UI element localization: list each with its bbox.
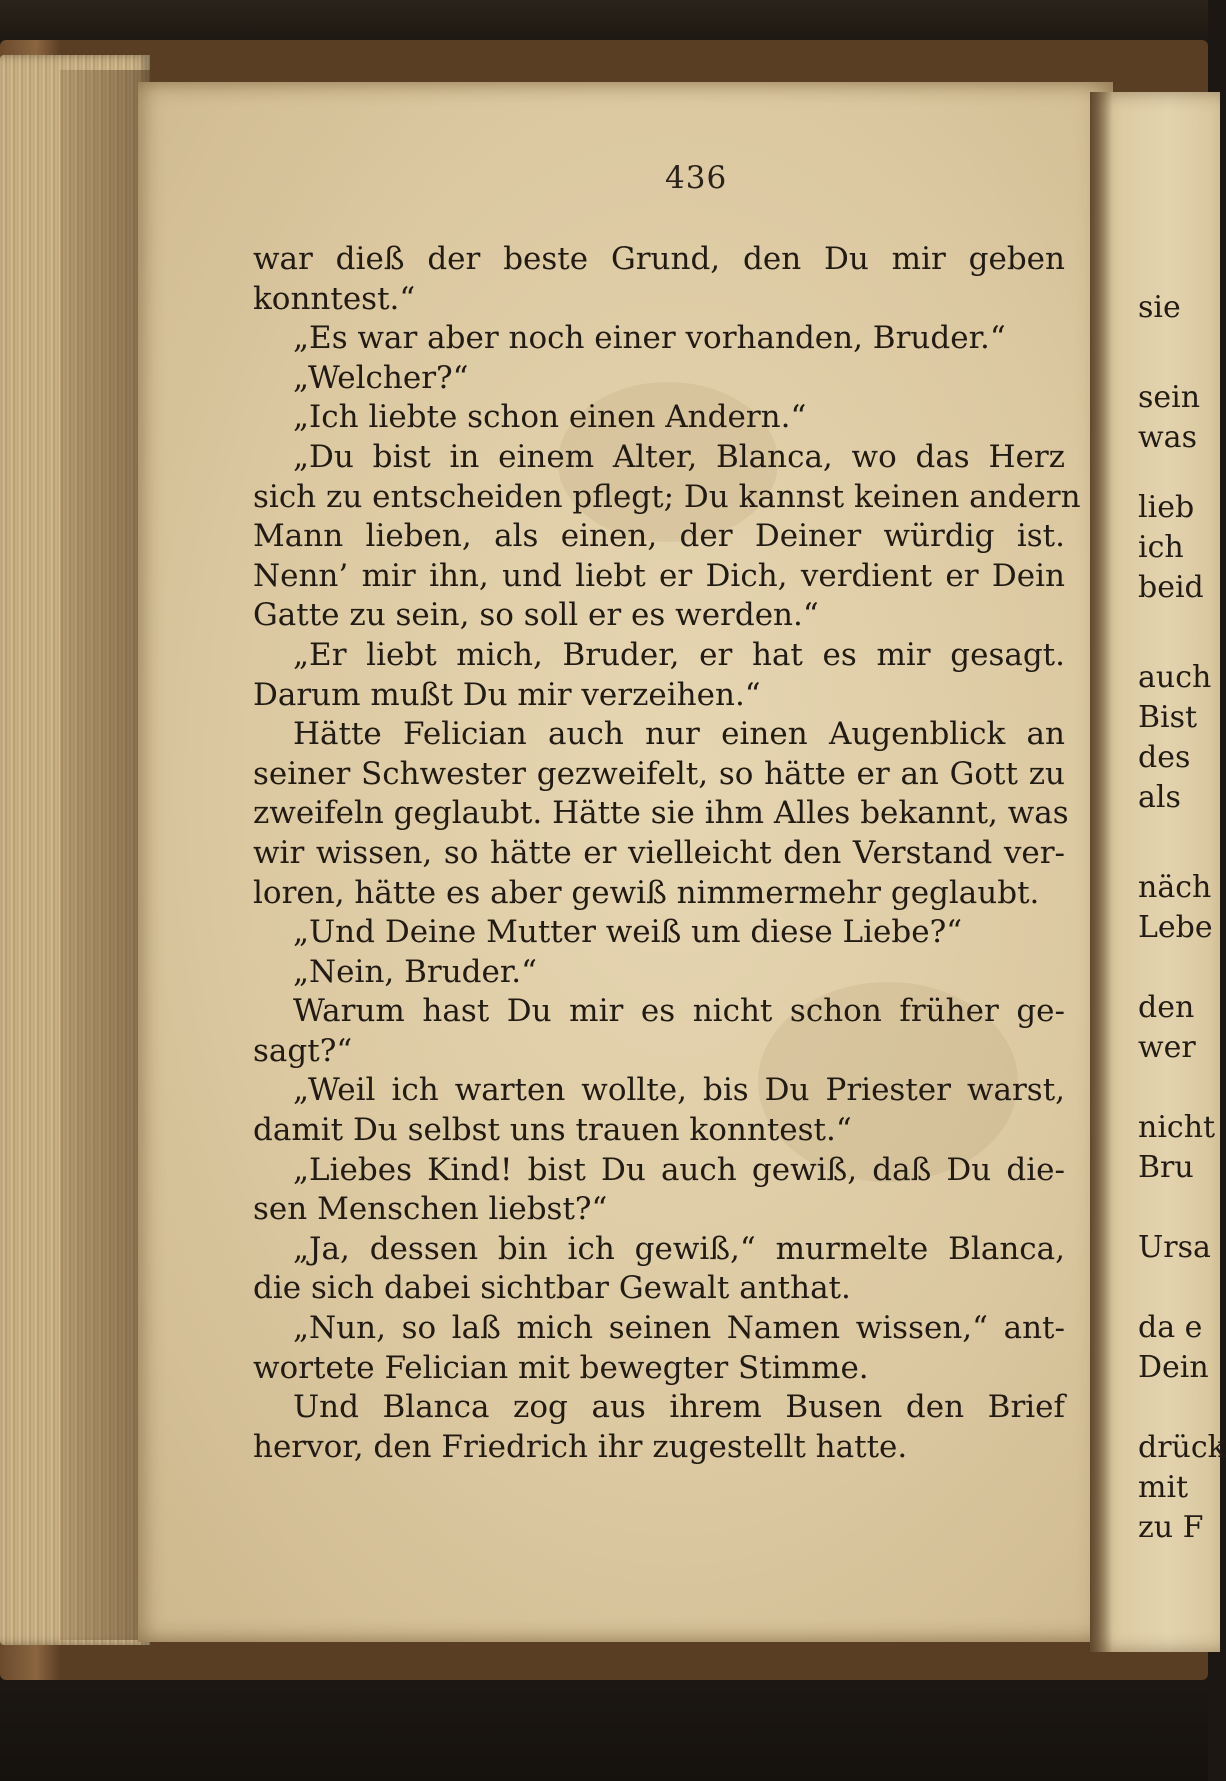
right-page-fragment: den [1138,990,1195,1025]
text-line: „Liebes Kind! bist Du auch gewiß, daß Du die- [293,1151,1065,1188]
right-page-fragment: ich [1138,530,1184,565]
text-line: „Es war aber noch einer vorhanden, Bruder.“ [293,320,1006,357]
text-line: die sich dabei sichtbar Gewalt anthat. [253,1270,851,1307]
book-gutter [1090,92,1112,1652]
text-line: war dieß der beste Grund, den Du mir geben [253,241,1065,277]
text-line: Gatte zu sein, so soll er es werden.“ [253,597,819,634]
right-page-fragment: Bru [1138,1150,1194,1185]
right-page-fragment: als [1138,780,1181,815]
text-line: wortete Felician mit bewegter Stimme. [253,1349,869,1386]
page-edge-shadow [60,70,150,1640]
right-page-fragment: auch [1138,660,1212,695]
right-page-fragment: beid [1138,570,1204,605]
text-line: Und Blanca zog aus ihrem Busen den Brief [293,1389,1065,1426]
right-page-fragment: Dein [1138,1350,1209,1385]
text-line: wir wissen, so hätte er vielleicht den Verstand ver- [253,834,1065,871]
right-page-fragment: lieb [1138,490,1195,525]
text-line: „Nein, Bruder.“ [293,953,537,990]
right-page-fragment: nicht [1138,1110,1216,1145]
right-page-fragment: des [1138,740,1191,775]
text-line: „Welcher?“ [293,359,469,396]
right-page-fragment: drück [1138,1430,1226,1465]
text-line: konntest.“ [253,280,416,317]
text-line: „Du bist in einem Alter, Blanca, wo das Herz [293,438,1065,475]
right-page-fragment: sein [1138,380,1201,415]
text-line: loren, hätte es aber gewiß nimmermehr geglaubt. [253,874,1040,911]
text-line: sen Menschen liebst?“ [253,1191,608,1228]
text-line: „Er liebt mich, Bruder, er hat es mir gesagt. [293,636,1065,673]
text-line: „Und Deine Mutter weiß um diese Liebe?“ [293,914,963,951]
right-page-fragment: Lebe [1138,910,1213,945]
text-line: „Nun, so laß mich seinen Namen wissen,“ ant- [293,1310,1065,1347]
page-number: 436 [665,160,728,196]
text-line: hervor, den Friedrich ihr zugestellt hatte. [253,1428,908,1465]
text-line: „Weil ich warten wollte, bis Du Priester warst, [293,1072,1065,1109]
right-page-fragment: da e [1138,1310,1203,1345]
text-line: Nenn’ mir ihn, und liebt er Dich, verdient er Dein [253,557,1065,594]
text-line: damit Du selbst uns trauen konntest.“ [253,1112,852,1149]
text-line: Warum hast Du mir es nicht schon früher ge- [293,993,1065,1030]
text-line: „Ich liebte schon einen Andern.“ [293,399,807,436]
text-line: seiner Schwester gezweifelt, so hätte er an Gott zu [253,755,1065,792]
right-page-fragment: wer [1138,1030,1196,1065]
right-page-fragment: sie [1138,290,1181,325]
text-line: sich zu entscheiden pflegt; Du kannst keinen andern [253,478,1081,515]
right-page-fragment: Bist [1138,700,1198,735]
text-line: Hätte Felician auch nur einen Augenblick an [293,716,1065,753]
right-page-fragment: mit [1138,1470,1189,1505]
text-line: „Ja, dessen bin ich gewiß,“ murmelte Blanca, [293,1230,1065,1267]
text-line: sagt?“ [253,1032,353,1069]
page-text [253,240,1081,1467]
right-page-fragment: näch [1138,870,1212,905]
text-line: Darum mußt Du mir verzeihen.“ [253,676,761,713]
text-line: Mann lieben, als einen, der Deiner würdig ist. [253,518,1065,555]
right-page-fragment: Ursa [1138,1230,1211,1265]
text-line: zweifeln geglaubt. Hätte sie ihm Alles bekannt, was [253,795,1069,832]
right-page-fragment: was [1138,420,1197,455]
right-page-fragment: zu F [1138,1510,1204,1545]
